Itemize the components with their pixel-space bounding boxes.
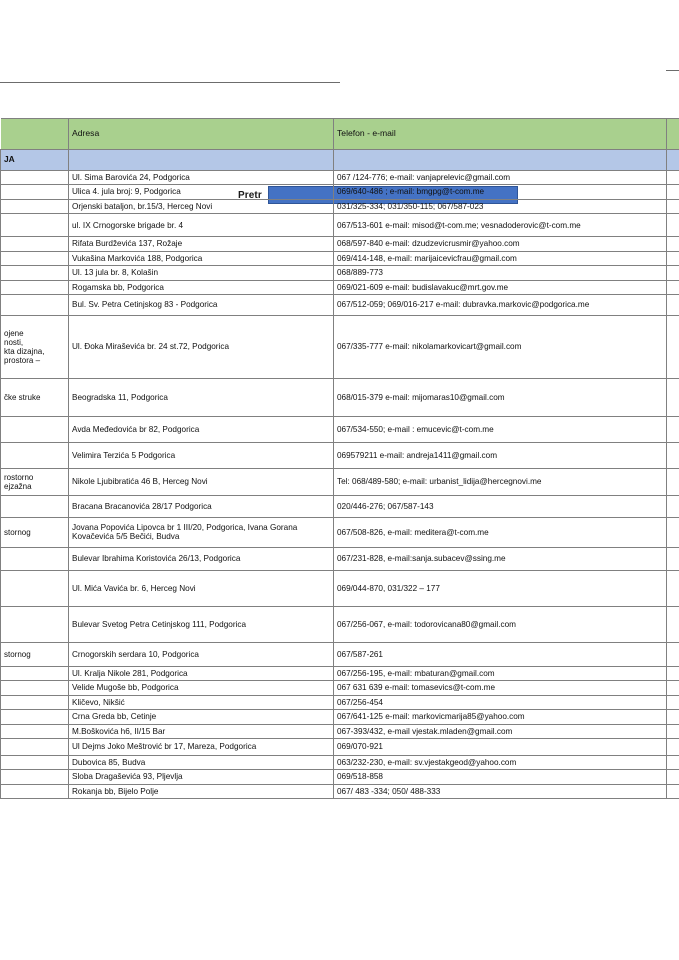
cell-telefon-email: 067/587-261 (334, 642, 667, 666)
cell-adresa: Crnogorskih serdara 10, Podgorica (69, 642, 334, 666)
cell-telefon-email: 069/044-870, 031/322 – 177 (334, 570, 667, 606)
table-row[interactable] (1, 185, 679, 199)
section-row (1, 150, 679, 171)
cell-adresa: Bulevar Svetog Petra Cetinjskog 111, Podgorica (69, 606, 334, 642)
cell-extra (667, 214, 679, 237)
table-row[interactable] (1, 294, 679, 315)
cell-category: stornog (1, 642, 69, 666)
header-rule-left (0, 82, 340, 83)
cell-telefon-email: 069/518-858 (334, 770, 667, 784)
table-row[interactable] (1, 606, 679, 642)
cell-extra (667, 666, 679, 680)
cell-adresa: Bulevar Ibrahima Koristovića 26/13, Podgorica (69, 547, 334, 570)
cell-extra (667, 442, 679, 468)
cell-telefon-email: 063/232-230, e-mail: sv.vjestakgeod@yahoo.com (334, 756, 667, 770)
cell-telefon-email: 069/021-609 e-mail: budislavakuc@mrt.gov.me (334, 280, 667, 294)
cell-category (1, 784, 69, 798)
cell-telefon-email: 067 /124-776; e-mail: vanjaprelevic@gmail.com (334, 171, 667, 185)
cell-extra (667, 315, 679, 378)
section-cell-telefon (334, 150, 667, 171)
cell-adresa: Rifata Burdževića 137, Rožaje (69, 237, 334, 251)
cell-extra (667, 710, 679, 724)
column-header-0[interactable] (1, 119, 69, 150)
cell-extra (667, 681, 679, 695)
cell-telefon-email: 069/414-148, e-mail: marijaicevicfrau@gmail.com (334, 251, 667, 265)
cell-adresa: Nikole Ljubibratića 46 B, Herceg Novi (69, 468, 334, 495)
cell-category (1, 251, 69, 265)
cell-adresa: Ul. 13 jula br. 8, Kolašin (69, 266, 334, 280)
cell-extra (667, 237, 679, 251)
cell-category (1, 185, 69, 199)
cell-extra (667, 266, 679, 280)
cell-extra (667, 756, 679, 770)
cell-extra (667, 378, 679, 416)
cell-category (1, 442, 69, 468)
table-row[interactable] (1, 199, 679, 213)
table-row[interactable] (1, 547, 679, 570)
cell-adresa: ul. IX Crnogorske brigade br. 4 (69, 214, 334, 237)
cell-extra (667, 171, 679, 185)
cell-telefon-email: 067/256-067, e-mail: todorovicana80@gmail.com (334, 606, 667, 642)
cell-telefon-email: 067 631 639 e-mail: tomasevics@t-com.me (334, 681, 667, 695)
table-row[interactable] (1, 495, 679, 517)
cell-extra (667, 570, 679, 606)
table-row[interactable] (1, 171, 679, 185)
cell-category (1, 280, 69, 294)
cell-telefon-email: 067/513-601 e-mail: misod@t-com.me; vesnadoderovic@t-com.me (334, 214, 667, 237)
cell-extra (667, 199, 679, 213)
section-label: JA (1, 150, 69, 171)
cell-extra (667, 547, 679, 570)
cell-telefon-email: 067/335-777 e-mail: nikolamarkovicart@gmail.com (334, 315, 667, 378)
table-row[interactable] (1, 266, 679, 280)
cell-category (1, 294, 69, 315)
cell-adresa: Dubovica 85, Budva (69, 756, 334, 770)
cell-category (1, 570, 69, 606)
cell-telefon-email: 068/015-379 e-mail: mijomaras10@gmail.com (334, 378, 667, 416)
cell-category: ojene nosti, kta dizajna, prostora – (1, 315, 69, 378)
table-row[interactable] (1, 468, 679, 495)
cell-telefon-email: 031/325-334; 031/350-115; 067/587-023 (334, 199, 667, 213)
cell-adresa: Vukašina Markovića 188, Podgorica (69, 251, 334, 265)
cell-category (1, 695, 69, 709)
cell-adresa: Ul. Kralja Nikole 281, Podgorica (69, 666, 334, 680)
table-row[interactable] (1, 784, 679, 798)
cell-adresa: Jovana Popovića Lipovca br 1 III/20, Podgorica, Ivana Gorana Kovačevića 5/5 Bečići, Budva (69, 517, 334, 547)
header-row (1, 119, 679, 150)
cell-extra (667, 468, 679, 495)
table-body (1, 150, 679, 799)
cell-adresa: Velide Mugoše bb, Podgorica (69, 681, 334, 695)
cell-telefon-email: 069579211 e-mail: andreja1411@gmail.com (334, 442, 667, 468)
cell-adresa: Crna Greda bb, Cetinje (69, 710, 334, 724)
search-label: Pretr (238, 190, 262, 201)
table-row[interactable] (1, 237, 679, 251)
cell-category: čke struke (1, 378, 69, 416)
cell-telefon-email: 067-393/432, e-mail vjestak.mladen@gmail.com (334, 724, 667, 738)
table-row[interactable] (1, 517, 679, 547)
cell-category: rostorno ejzažna (1, 468, 69, 495)
cell-category (1, 237, 69, 251)
cell-adresa: Ul Dejms Joko Meštrović br 17, Mareza, Podgorica (69, 739, 334, 756)
cell-adresa: Kličevo, Nikšić (69, 695, 334, 709)
cell-adresa: Rokanja bb, Bijelo Polje (69, 784, 334, 798)
cell-extra (667, 185, 679, 199)
cell-category (1, 739, 69, 756)
cell-extra (667, 642, 679, 666)
cell-extra (667, 739, 679, 756)
cell-category (1, 666, 69, 680)
cell-category (1, 681, 69, 695)
table-row[interactable] (1, 724, 679, 738)
cell-category: stornog (1, 517, 69, 547)
cell-adresa: Rogamska bb, Podgorica (69, 280, 334, 294)
table-row[interactable] (1, 280, 679, 294)
cell-category (1, 266, 69, 280)
cell-category (1, 547, 69, 570)
table-row[interactable] (1, 570, 679, 606)
cell-extra (667, 251, 679, 265)
cell-extra (667, 280, 679, 294)
table-row[interactable] (1, 642, 679, 666)
cell-adresa: Velimira Terzića 5 Podgorica (69, 442, 334, 468)
cell-extra (667, 495, 679, 517)
cell-category (1, 214, 69, 237)
table-row[interactable] (1, 315, 679, 378)
cell-adresa: Ul. Sima Barovića 24, Podgorica (69, 171, 334, 185)
table-row[interactable] (1, 710, 679, 724)
cell-category (1, 756, 69, 770)
cell-telefon-email: 069/640-486 ; e-mail: bmgpg@t-com.me (334, 185, 667, 199)
table-row[interactable] (1, 756, 679, 770)
column-header-telefon-email[interactable]: Telefon - e-mail (334, 119, 667, 150)
cell-category (1, 710, 69, 724)
cell-category (1, 171, 69, 185)
cell-extra (667, 606, 679, 642)
cell-telefon-email: 067/ 483 -334; 050/ 488-333 (334, 784, 667, 798)
cell-telefon-email: 068/597-840 e-mail: dzudzevicrusmir@yahoo.com (334, 237, 667, 251)
cell-adresa: Beogradska 11, Podgorica (69, 378, 334, 416)
table-row[interactable] (1, 770, 679, 784)
cell-adresa: Orjenski bataljon, br.15/3, Herceg Novi (69, 199, 334, 213)
table-row[interactable] (1, 416, 679, 442)
cell-extra (667, 517, 679, 547)
cell-category (1, 724, 69, 738)
header-rule-right (666, 70, 679, 71)
section-cell-extra (667, 150, 679, 171)
cell-adresa: Avda Međedovića br 82, Podgorica (69, 416, 334, 442)
cell-extra (667, 695, 679, 709)
table-header (1, 119, 679, 150)
cell-extra (667, 294, 679, 315)
cell-telefon-email: 020/446-276; 067/587-143 (334, 495, 667, 517)
table-row[interactable] (1, 251, 679, 265)
cell-telefon-email: Tel: 068/489-580; e-mail: urbanist_lidija@hercegnovi.me (334, 468, 667, 495)
cell-adresa: Bul. Sv. Petra Cetinjskog 83 - Podgorica (69, 294, 334, 315)
cell-telefon-email: 069/070-921 (334, 739, 667, 756)
table-row[interactable] (1, 666, 679, 680)
table-row[interactable] (1, 214, 679, 237)
cell-extra (667, 416, 679, 442)
column-header-3[interactable] (667, 119, 679, 150)
cell-telefon-email: 067/256-454 (334, 695, 667, 709)
table-row[interactable] (1, 695, 679, 709)
cell-telefon-email: 067/256-195, e-mail: mbaturan@gmail.com (334, 666, 667, 680)
table-row[interactable] (1, 739, 679, 756)
cell-category (1, 416, 69, 442)
cell-category (1, 770, 69, 784)
experts-table (0, 118, 679, 799)
cell-adresa: M.Boškovića h6, II/15 Bar (69, 724, 334, 738)
cell-extra (667, 770, 679, 784)
cell-extra (667, 784, 679, 798)
cell-category (1, 199, 69, 213)
cell-telefon-email: 067/231-828, e-mail:sanja.subacev@ssing.me (334, 547, 667, 570)
table-row[interactable] (1, 442, 679, 468)
column-header-adresa[interactable]: Adresa (69, 119, 334, 150)
cell-adresa: Ulica 4. jula broj: 9, Podgorica (69, 185, 334, 199)
cell-telefon-email: 068/889-773 (334, 266, 667, 280)
cell-telefon-email: 067/508-826, e-mail: meditera@t-com.me (334, 517, 667, 547)
cell-category (1, 495, 69, 517)
cell-adresa: Sloba Dragaševića 93, Pljevlja (69, 770, 334, 784)
table-row[interactable] (1, 681, 679, 695)
cell-telefon-email: 067/512-059; 069/016-217 e-mail: dubravka.markovic@podgorica.me (334, 294, 667, 315)
section-cell-adresa (69, 150, 334, 171)
cell-extra (667, 724, 679, 738)
cell-category (1, 606, 69, 642)
cell-adresa: Bracana Bracanovića 28/17 Podgorica (69, 495, 334, 517)
cell-adresa: Ul. Mića Vavića br. 6, Herceg Novi (69, 570, 334, 606)
cell-telefon-email: 067/534-550; e-mail : emucevic@t-com.me (334, 416, 667, 442)
table-row[interactable] (1, 378, 679, 416)
cell-adresa: Ul. Đoka Miraševića br. 24 st.72, Podgorica (69, 315, 334, 378)
cell-telefon-email: 067/641-125 e-mail: markovicmarija85@yahoo.com (334, 710, 667, 724)
